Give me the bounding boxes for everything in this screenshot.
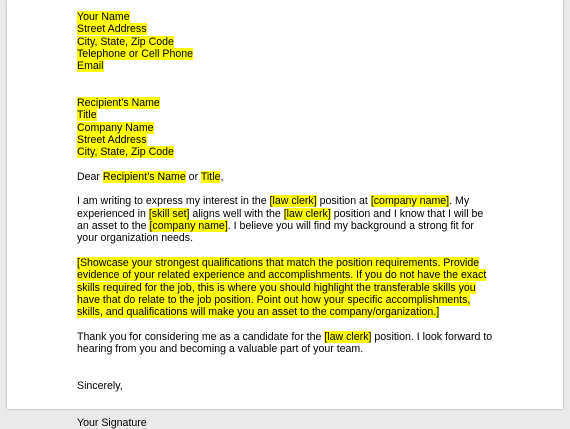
- p1-company: [company name]: [149, 220, 228, 233]
- sender-city: City, State, Zip Code: [77, 35, 174, 48]
- p1-text: your organization needs.: [77, 232, 194, 245]
- p3-text: Thank you for considering me as a candidate for the: [77, 330, 325, 343]
- p1-text: an asset to the: [77, 220, 150, 233]
- salutation-title: Title: [200, 170, 221, 183]
- closing: Sincerely,: [77, 379, 123, 392]
- p2-line: skills required for the job, this is where you should highlight the transferable skills you: [77, 281, 476, 294]
- p2-line: [Showcase your strongest qualifications that match the position requirements. Provide: [77, 256, 480, 269]
- salutation-dear: Dear: [77, 170, 103, 183]
- p1-text: . My: [449, 195, 470, 208]
- sender-street: Street Address: [77, 23, 147, 36]
- p1-text: . I believe you will find my background a strong fit for: [227, 220, 474, 233]
- sender-phone: Telephone or Cell Phone: [77, 47, 194, 60]
- p1-position: [law clerk]: [283, 207, 331, 220]
- p2-line: have that do relate to the job position. Point out how your specific accomplishments,: [77, 293, 471, 306]
- p1-text: I am writing to express my interest in the: [77, 195, 270, 208]
- salutation-recipient-name: Recipient’s Name: [102, 170, 186, 183]
- p3-text: hearing from you and becoming a valuable part of your team.: [77, 343, 364, 356]
- sender-email: Email: [77, 60, 104, 73]
- p3-position: [law clerk]: [324, 330, 372, 343]
- p1-text: position at: [316, 195, 371, 208]
- sender-block: [77, 11, 517, 23]
- document-page: [7, 0, 563, 429]
- recipient-street: Street Address: [77, 133, 147, 146]
- recipient-company: Company Name: [77, 121, 154, 134]
- recipient-title: Title: [77, 109, 97, 122]
- paragraph-interest: [77, 195, 517, 244]
- letter-body: [77, 11, 517, 429]
- p1-position: [law clerk]: [269, 195, 317, 208]
- p3-text: position. I look forward to: [371, 330, 493, 343]
- p1-company: [company name]: [370, 195, 450, 208]
- p1-skill-set: [skill set]: [148, 207, 190, 220]
- paragraph-qualifications: [77, 257, 517, 318]
- salutation-comma: ,: [220, 170, 224, 183]
- recipient-name: Recipient’s Name: [77, 97, 160, 110]
- p1-text: experienced in: [77, 207, 149, 220]
- salutation-or: or: [185, 170, 201, 183]
- signature: Your Signature: [77, 416, 147, 429]
- recipient-city: City, State, Zip Code: [77, 146, 174, 159]
- salutation: [77, 171, 517, 183]
- p2-line: skills, and qualifications will make you an asset to the company/organization.]: [77, 306, 440, 319]
- paragraph-thanks: [77, 331, 517, 356]
- p1-text: aligns well with the: [189, 207, 284, 220]
- p2-line: evidence of your related experience and accomplishments. If you do not have the exact: [77, 269, 487, 282]
- p1-text: position and I know that I will be: [330, 207, 484, 220]
- sender-name: Your Name: [77, 11, 130, 23]
